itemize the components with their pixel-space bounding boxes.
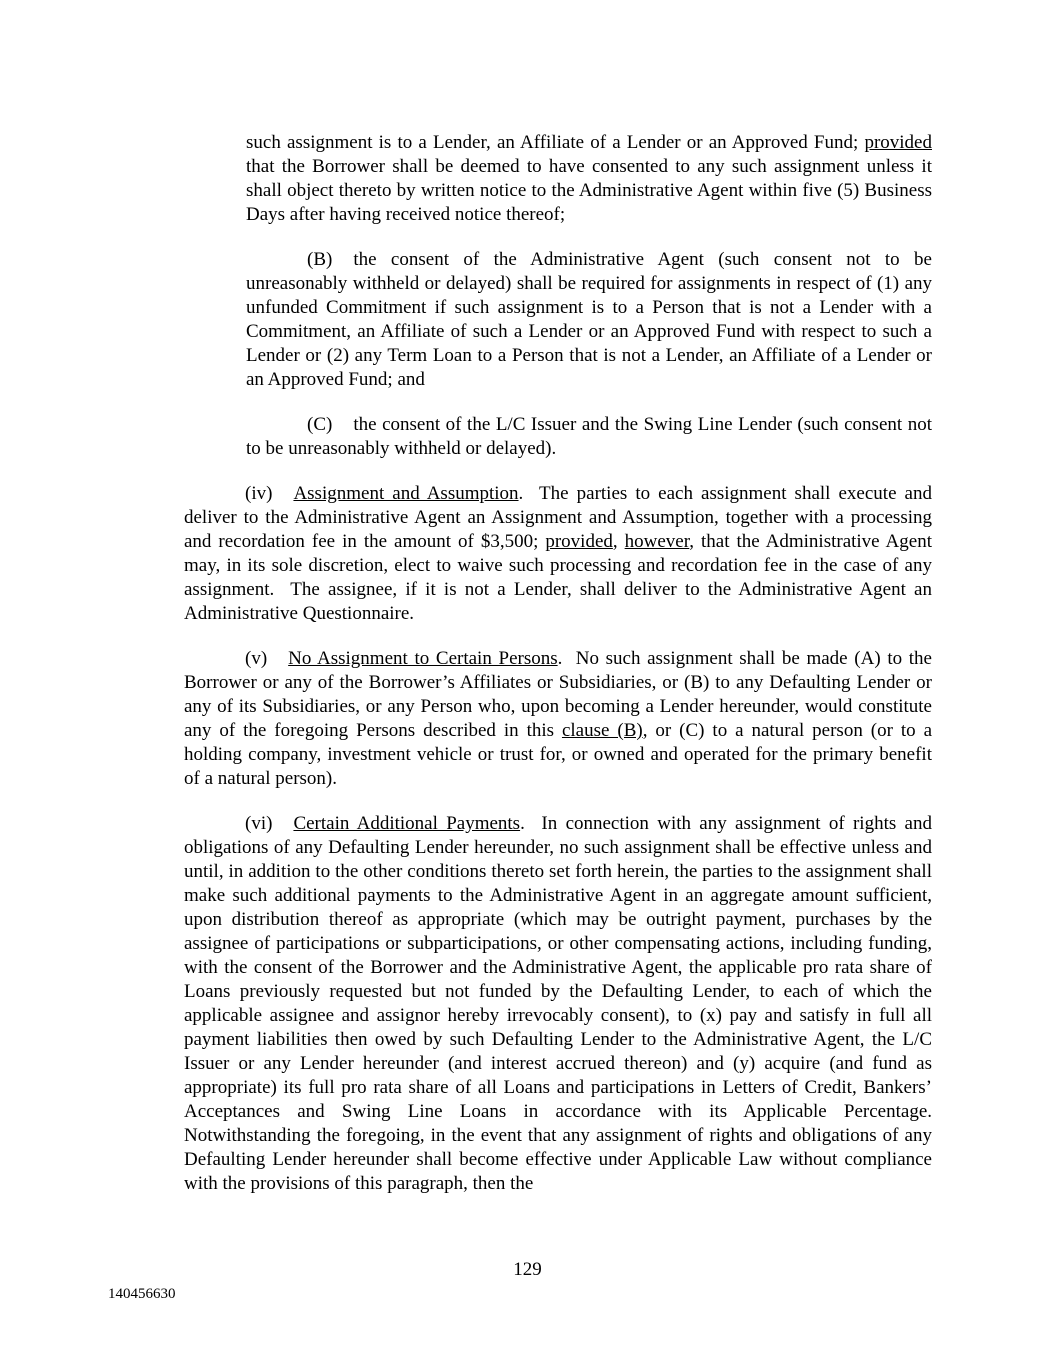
text-segment: , or (C) to a natural person (or to a holding company, investment vehicle or trust for, or owned and operated for the primary benefit of a natural person). <box>184 720 937 789</box>
underlined-text: provided <box>864 132 932 153</box>
page-number: 129 <box>513 1259 542 1280</box>
document-id-footer: 140456630 <box>108 1286 176 1302</box>
paragraph <box>246 131 937 227</box>
underlined-text: Assignment and Assumption <box>293 483 519 504</box>
underlined-text: No Assignment to Certain Persons <box>288 648 558 669</box>
text-segment: the consent of the Administrative Agent (such consent not to be unreasonably withheld or delayed) shall be required for assignments in respect of (1) any unfunded Commitment if such assignment is to a Person that is not a Lender with a Commitment, an Affiliate of such a Lender or an Approved Fund with respect to such a Lender or (2) any Term Loan to a Person that is not a Lender, an Affiliate of a Lender or an Approved Fund; and <box>246 249 937 390</box>
text-segment: the consent of the L/C Issuer and the Swing Line Lender (such consent not to be unreasonably withheld or delayed). <box>246 414 937 459</box>
text-segment: . No such assignment shall be made (A) to the Borrower or any of the Borrower’s Affiliates or Subsidiaries, or (B) to any Defaulting Lender or any of its Subsidiaries, or any Person who, upon becoming a Lender hereunder, would constitute any of the foregoing Persons described in this <box>184 648 937 741</box>
underlined-text: however <box>624 531 690 552</box>
paragraph <box>246 248 937 392</box>
text-segment: , <box>612 531 625 552</box>
paragraph <box>246 413 937 461</box>
text-segment: , that the Administrative Agent may, in its sole discretion, elect to waive such processing and recordation fee in the case of any assignment. The assignee, if it is not a Lender, shall deliver to the Administrative Agent an Administrative Questionnaire. <box>184 531 937 624</box>
text-segment: . The parties to each assignment shall execute and deliver to the Administrative Agent an Assignment and Assumption, together with a processing and recordation fee in the amount of $3,500; <box>184 483 937 552</box>
text-segment: . In connection with any assignment of rights and obligations of any Defaulting Lender hereunder, no such assignment shall be effective unless and until, in addition to the other conditions thereto set forth herein, the parties to the assignment shall make such additional payments to the Administrative Agent in an aggregate amount sufficient, upon distribution thereof as appropriate (which may be outright payment, purchases by the assignee of participations or subparticipations, or other compensating actions, including funding, with the consent of the Borrower and the Administrative Agent, the applicable pro rata share of Loans previously requested but not funded by the Defaulting Lender, to each of which the applicable assignee and assignor hereby irrevocably consent), to (x) pay and satisfy in full all payment liabilities then owed by such Defaulting Lender to the Administrative Agent, the L/C Issuer or any Lender hereunder (and interest accrued thereon) and (y) acquire (and fund as appropriate) its full pro rata share of all Loans and participations in Letters of Credit, Bankers’ Acceptances and Swing Line Loans in accordance with its Applicable Percentage. Notwithstanding the foregoing, in the event that any assignment of rights and obligations of any Defaulting Lender hereunder shall become effective under Applicable Law without compliance with the provisions of this paragraph, then the <box>184 813 942 1194</box>
text-segment: (iv) <box>245 483 273 504</box>
text-segment: (v) <box>245 648 268 669</box>
text-segment: (B) <box>307 249 333 270</box>
underlined-text: provided <box>545 531 613 552</box>
paragraph <box>184 647 937 791</box>
underlined-text: clause (B) <box>561 720 643 741</box>
text-segment: (vi) <box>245 813 273 834</box>
paragraph <box>184 812 942 1196</box>
underlined-text: Certain Additional Payments <box>293 813 521 834</box>
document-body <box>184 131 942 1217</box>
text-segment: that the Borrower shall be deemed to have consented to any such assignment unless it shall object thereto by written notice to the Administrative Agent within five (5) Business Days after having received notice thereof; <box>246 132 937 225</box>
text-segment: (C) <box>307 414 333 435</box>
paragraph <box>184 482 937 626</box>
text-segment: such assignment is to a Lender, an Affiliate of a Lender or an Approved Fund; <box>246 132 865 153</box>
